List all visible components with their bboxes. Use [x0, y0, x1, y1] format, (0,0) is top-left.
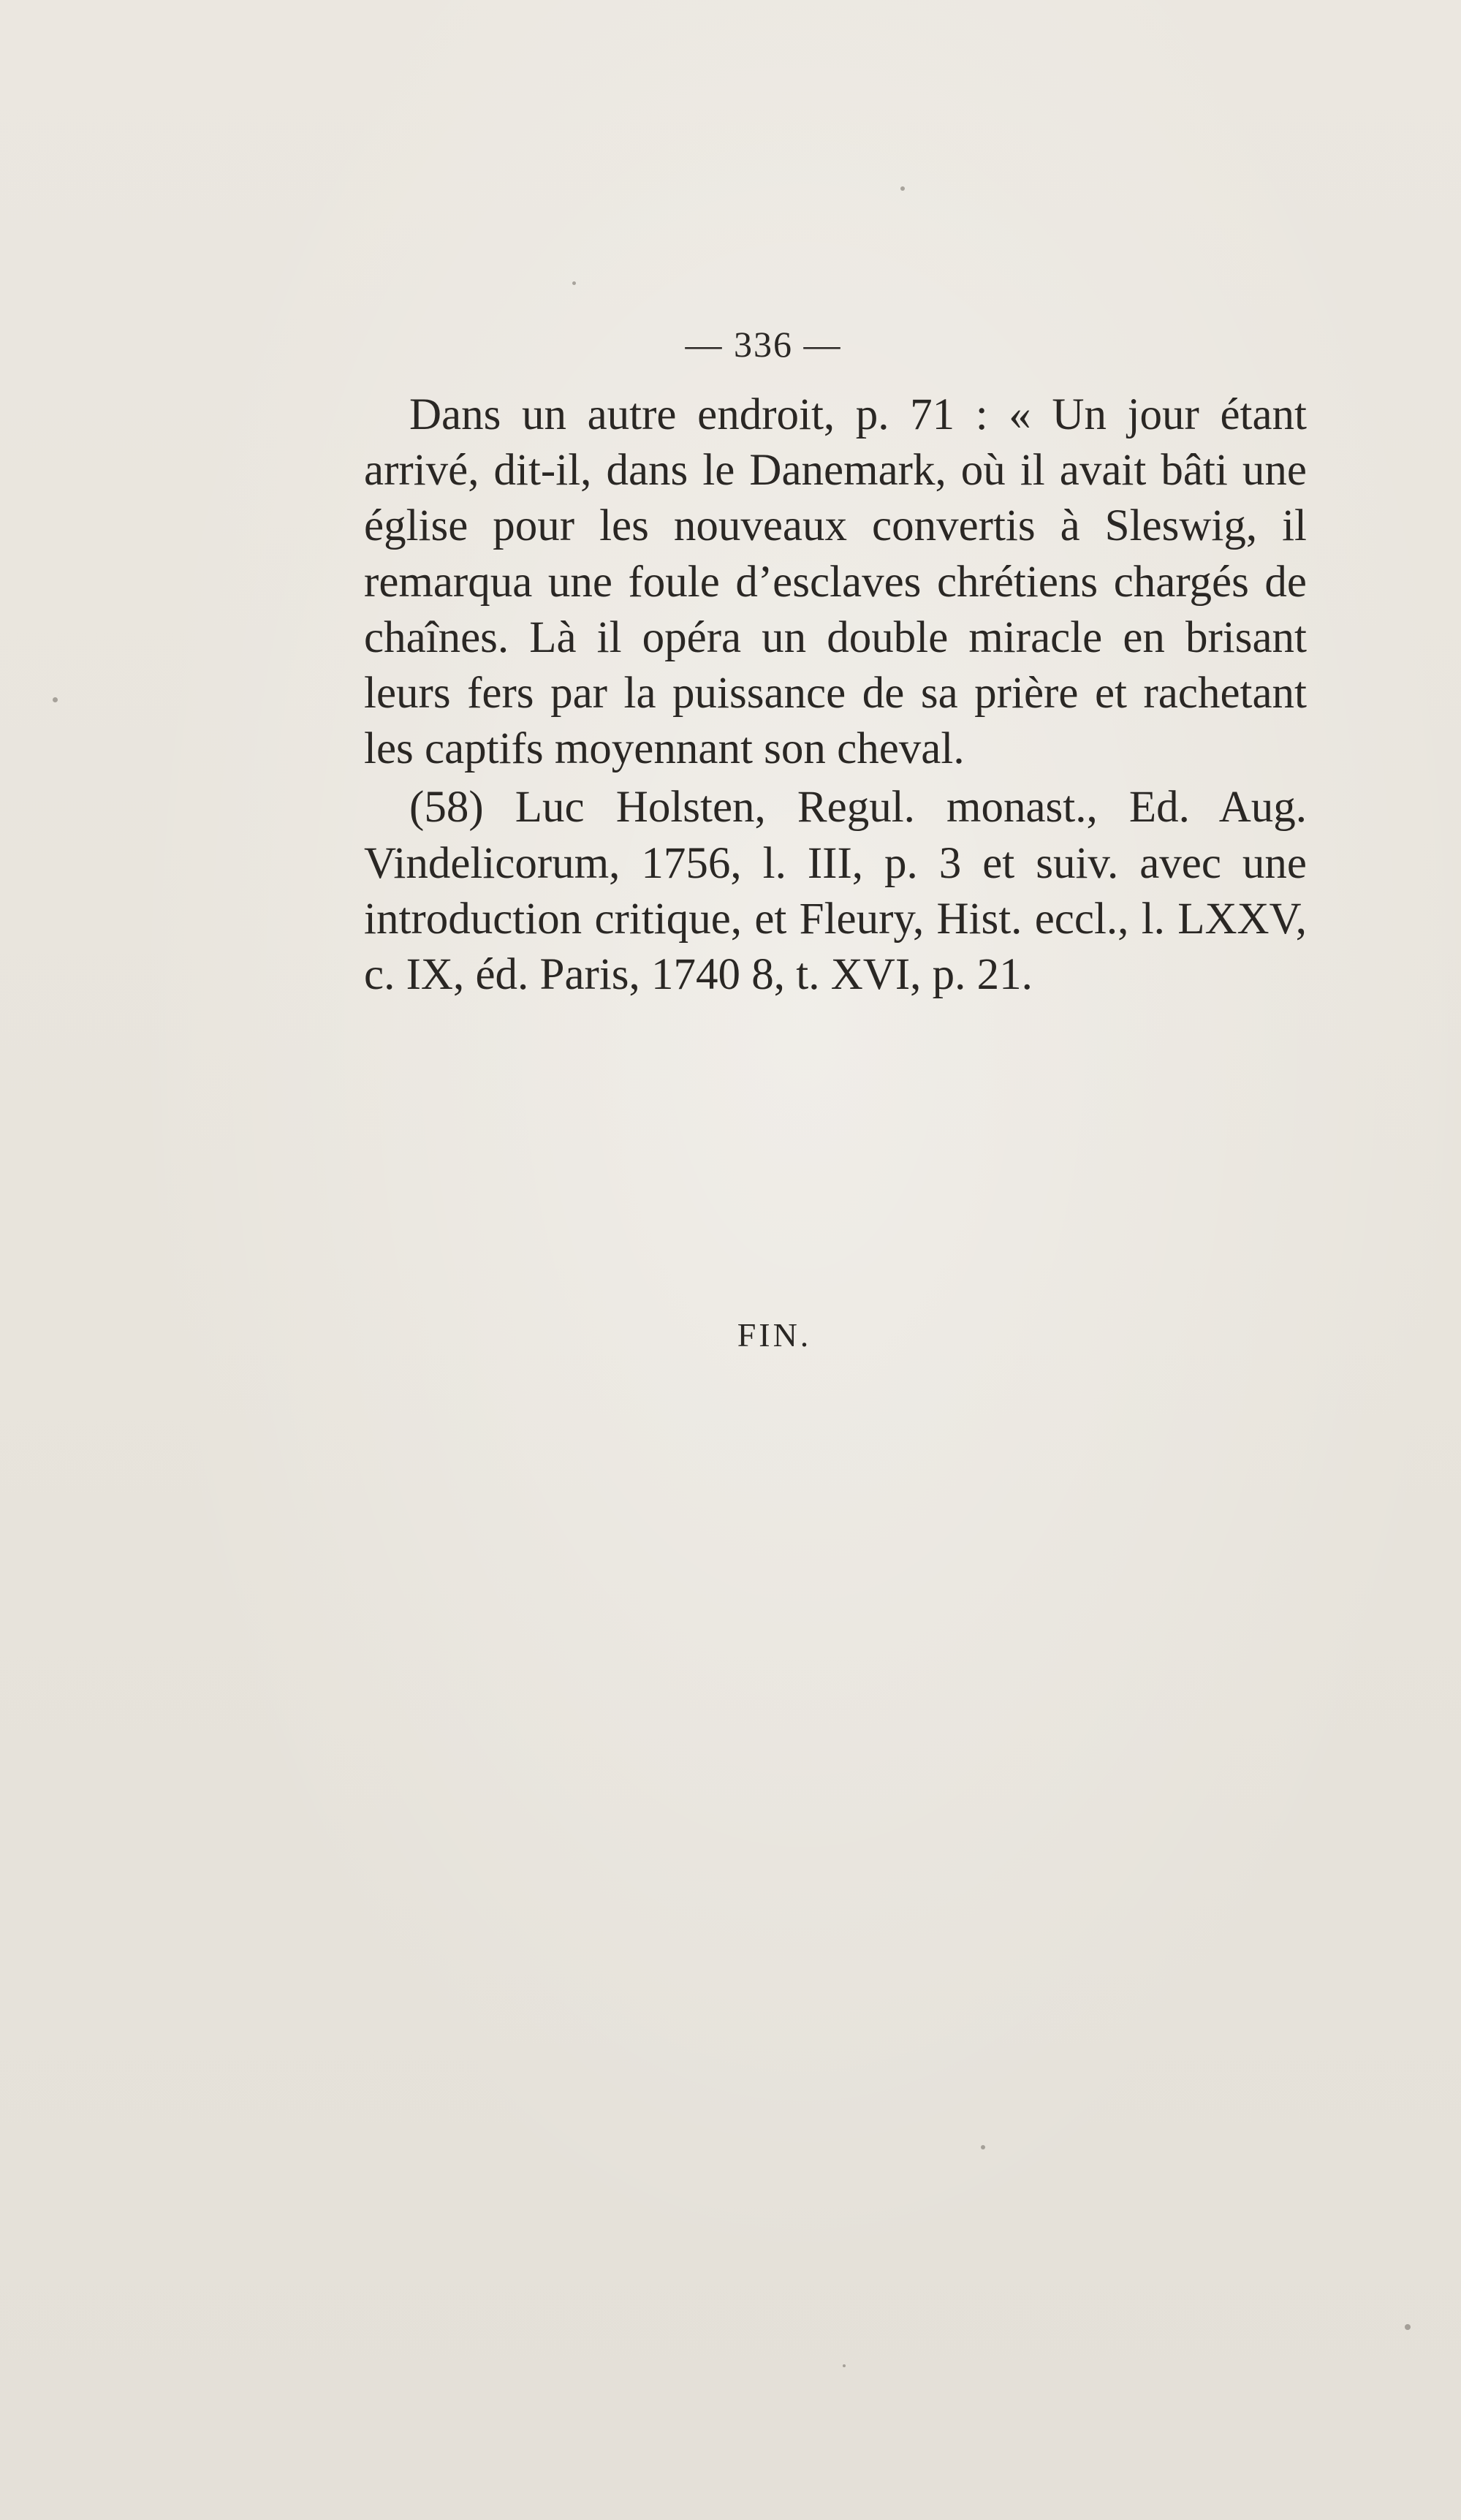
end-mark: FIN. — [737, 1316, 812, 1354]
footnote-58: (58) Luc Holsten, Regul. monast., Ed. Aug. Vindelicorum, 1756, l. III, p. 3 et suiv. avec une introduction critique, et Fleury, Hist. eccl., l. LXXV, c. IX, éd. Paris, 1740 8, t. XVI, p. 21. — [364, 783, 1307, 1000]
paper-speck — [572, 281, 576, 285]
paper-speck — [843, 2364, 846, 2367]
paper-speck — [53, 697, 58, 702]
paper-speck — [981, 2145, 985, 2149]
paper-speck — [900, 186, 905, 191]
body-text — [364, 387, 1307, 1003]
paper-speck — [1405, 2324, 1411, 2330]
page-number: — 336 — — [685, 324, 842, 365]
paragraph-continuation: Dans un autre endroit, p. 71 : « Un jour étant arrivé, dit-il, dans le Danemark, où il avait bâti une église pour les nouveaux convertis à Sleswig, il remarqua une foule d’esclaves chrétiens chargés de chaînes. Là il opéra un double miracle en brisant leurs fers par la puissance de sa prière et rachetant les captifs moyennant son cheval. — [364, 390, 1307, 774]
